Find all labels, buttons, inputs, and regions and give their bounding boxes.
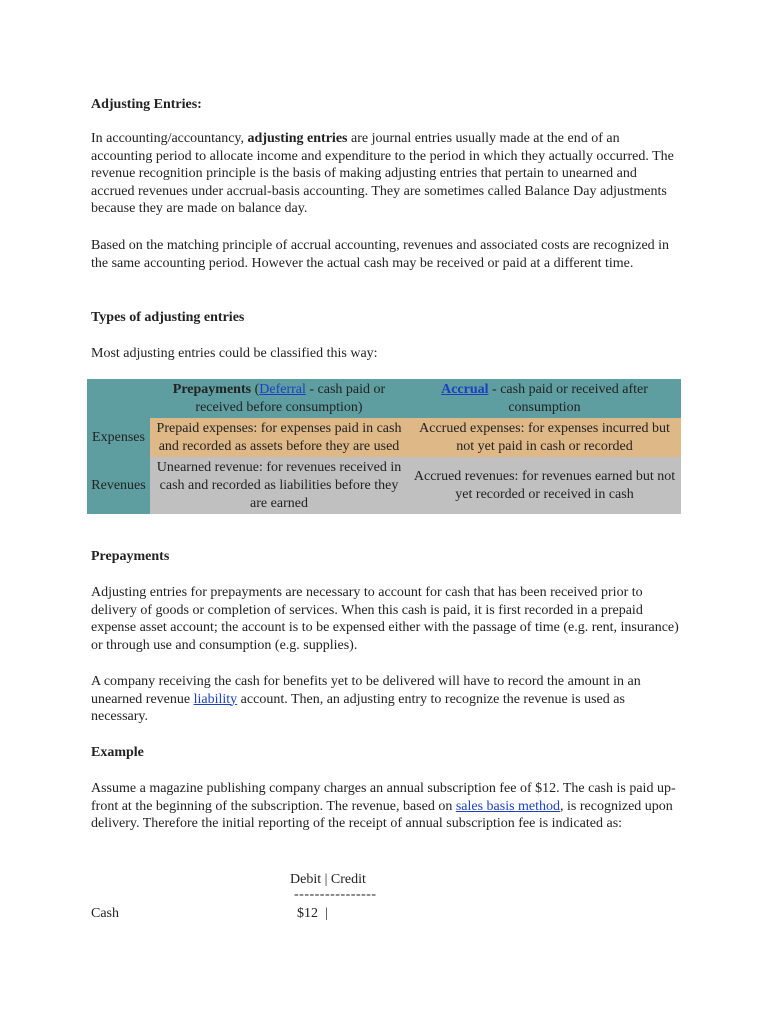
prepayments-header-label: Prepayments (172, 382, 252, 397)
table-corner-cell (87, 379, 150, 418)
example-text-end: , is recognized upon delivery. Therefore the initial reporting of the receipt of annual subscription fee is indicated as: (91, 798, 673, 832)
accrued-revenues-cell: Accrued revenues: for revenues earned but not yet recorded or received in cash (408, 457, 681, 514)
intro-text-start: In accounting/accountancy, (91, 131, 248, 146)
prepayments-paragraph: Adjusting entries for prepayments are necessary to account for cash that has been received prior to delivery of goods or completion of services. When this cash is paid, it is first recorded in a prepaid expense asset account; the account is to be expensed either with the passage of time (e.g. rent, insurance) or through use and consumption (e.g. supplies). (91, 585, 679, 653)
paren-open: ( (251, 382, 260, 397)
company-text-start: A company receiving the cash for benefits yet to be delivered will have to record the amount in an unearned revenue (91, 674, 641, 707)
accrued-expenses-cell: Accrued expenses: for expenses incurred but not yet paid in cash or recorded (408, 418, 681, 457)
ledger-header: Debit | Credit (290, 872, 366, 887)
unearned-revenue-cell: Unearned revenue: for revenues received in cash and recorded as liabilities before they are earned (150, 457, 408, 514)
matching-paragraph: Based on the matching principle of accrual accounting, revenues and associated costs are recognized in the same accounting period. However the actual cash may be received or paid at a different time. (91, 238, 670, 271)
example-text-start: Assume a magazine publishing company charges an annual subscription fee of $12. The cash is paid up-front at the beginning of the subscription. The revenue, based on (91, 781, 676, 814)
ledger-rule: ---------------- (294, 887, 377, 902)
company-paragraph (91, 673, 681, 726)
intro-bold-term: adjusting entries (247, 131, 348, 146)
prepayments-heading: Prepayments (91, 549, 170, 564)
table-row (87, 418, 681, 457)
accrual-link[interactable]: Accrual (441, 382, 489, 397)
prepayments-header-cell (150, 379, 408, 418)
types-heading: Types of adjusting entries (91, 310, 245, 325)
prepayments-header-desc: - cash paid or received before consumption) (195, 382, 386, 415)
ledger-account: Cash (91, 906, 119, 921)
deferral-link[interactable]: Deferral (259, 382, 306, 397)
intro-text-end: are journal entries usually made at the end of an accounting period to allocate income and expenditure to the period in which they actually occurred. The revenue recognition principle is the basis of making adjusting entries that pertain to unearned and accrued revenues under accrual-basis accounting. They are sometimes called Balance Day adjustments because they are made on balance day. (91, 131, 674, 217)
intro-paragraph (91, 130, 681, 218)
types-intro: Most adjusting entries could be classified this way: (91, 346, 378, 361)
example-paragraph (91, 780, 681, 833)
adjusting-entries-table (87, 379, 681, 514)
accrual-header-desc: - cash paid or received after consumption (488, 382, 648, 415)
sales-basis-method-link[interactable]: sales basis method (455, 798, 561, 814)
prepaid-expenses-cell: Prepaid expenses: for expenses paid in cash and recorded as assets before they are used (150, 418, 408, 457)
table-row (87, 457, 681, 514)
ledger-debit-amount: $12 | (297, 906, 328, 921)
example-heading: Example (91, 745, 144, 760)
company-text-end: account. Then, an adjusting entry to recognize the revenue is used as necessary. (91, 691, 625, 725)
expenses-row-label: Expenses (87, 418, 150, 457)
page-title: Adjusting Entries: (91, 97, 202, 112)
liability-link[interactable]: liability (193, 691, 238, 707)
revenues-row-label: Revenues (87, 457, 150, 514)
accrual-header-cell (408, 379, 681, 418)
table-header-row (87, 379, 681, 418)
